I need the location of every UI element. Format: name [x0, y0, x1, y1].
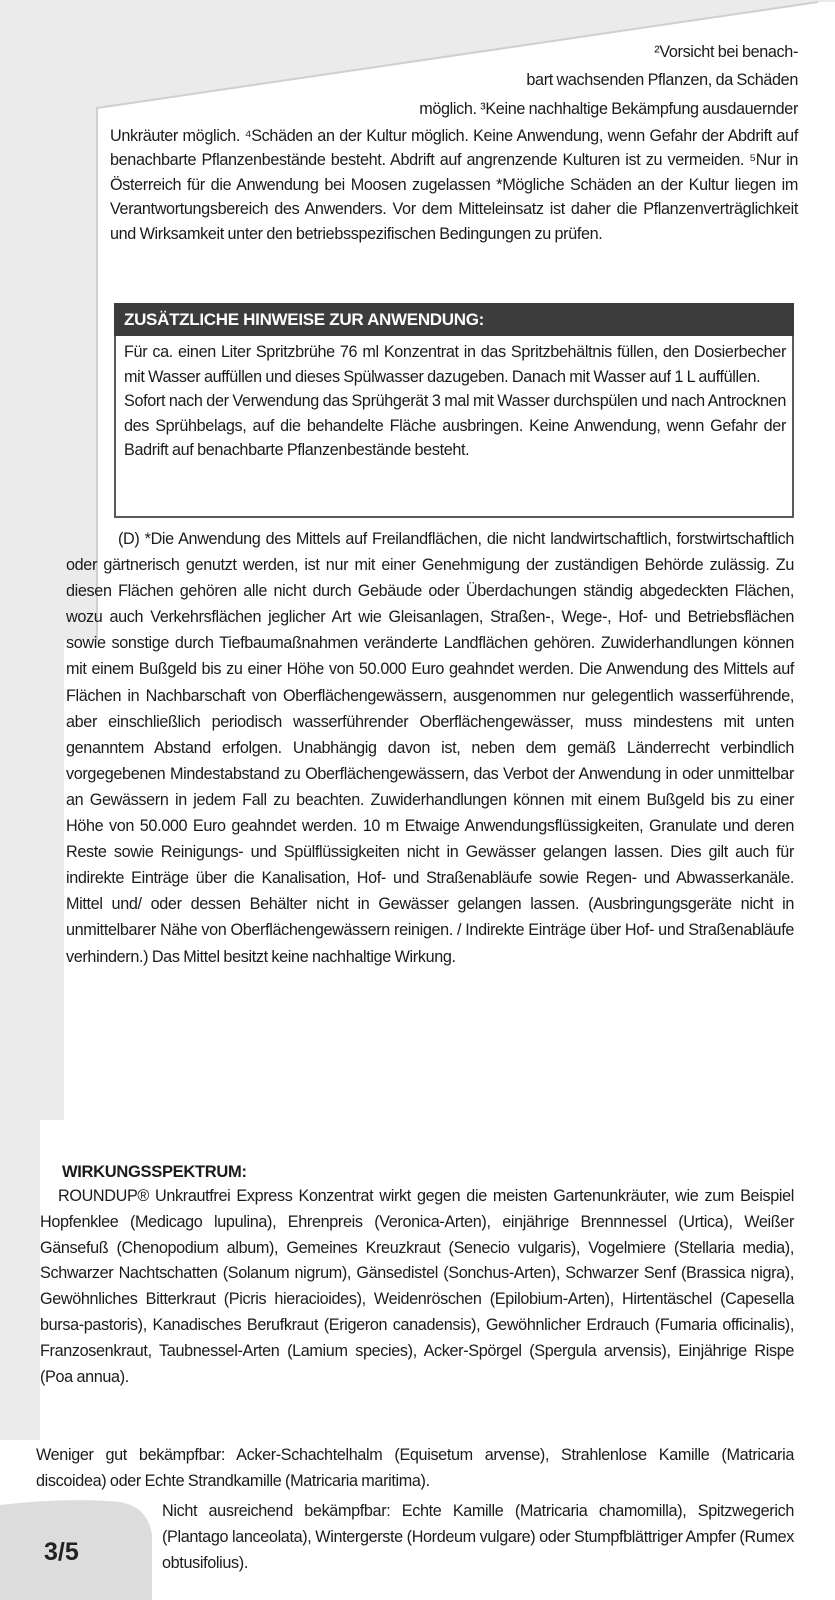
legal-paragraph: (D) *Die Anwendung des Mittels auf Freilandflächen, die nicht landwirtschaftlich, forstwirtschaftlich oder gärtnerisch genutzt werden, ist nur mit einer Genehmigung der zuständigen Behörde zulässig. Zu diesen Flächen gehören alle nicht durch Gebäude oder Überdachungen ständig abgedeckten Flächen, wozu auch Verkehrsflächen jeglicher Art wie Gleisanlagen, Straßen-, Wege-, Hof- und Betriebsflächen sowie sonstige durch Tiefbaumaßnahmen veränderte Landflächen gehören. Zuwiderhandlungen können mit einem Bußgeld bis zu einer Höhe von 50.000 Euro geahndet werden. Die Anwendung des Mittels auf Flächen in Nachbarschaft von Oberflächengewässern, ausgenommen nur gelegentlich wasserführende, aber einschließlich periodisch wasserführender Oberflächengewässer, muss mindestens mit unten genanntem Abstand erfolgen. Unabhängig davon ist, neben dem gemäß Länderrecht verbindlich vorgegebenen Mindestabstand zu Oberflächengewässern, das Verbot der Anwendung in oder unmittelbar an Gewässern in jedem Fall zu beachten. Zuwiderhandlungen können mit einem Bußgeld bis zu einer Höhe von 50.000 Euro geahndet werden. 10 m Etwaige Anwendungsflüssigkeiten, Granulate und deren Reste sowie Reinigungs- und Spülflüssigkeiten nicht in Gewässer gelangen lassen. Dies gilt auch für indirekte Einträge über die Kanalisation, Hof- und Straßenabläufe sowie Regen- und Abwasserkanäle. Mittel und/ oder dessen Behälter nicht in Gewässer gelangen lassen. (Ausbringungsgeräte nicht in unmittelbarer Nähe von Oberflächengewässern reinigen. / Indirekte Einträge über Hof- und Straßenabläufe verhindern.) Das Mittel besitzt keine nachhaltige Wirkung.	[66, 530, 794, 966]
spectrum-paragraph-2: Weniger gut bekämpfbar: Acker-Schachtelhalm (Equisetum arvense), Strahlenlose Kamille (Matricaria discoidea) oder Echte Strandkamille (Matricaria maritima).	[36, 1446, 794, 1490]
intro-line-1: ²Vorsicht bei benach-	[654, 43, 798, 61]
spectrum-paragraph-3: Nicht ausreichend bekämpfbar: Echte Kamille (Matricaria chamomilla), Spitzwegerich (Plantago lanceolata), Wintergerste (Hordeum vulgare) oder Stumpfblättriger Ampfer (Rumex obtusifolius).	[162, 1502, 794, 1572]
hints-paragraph-1: Für ca. einen Liter Spritzbrühe 76 ml Konzentrat in das Spritzbehältnis füllen, den Dosierbecher mit Wasser auffüllen und dieses Spülwasser dazugeben. Danach mit Wasser auf 1 L auffüllen.	[124, 343, 786, 386]
spectrum-paragraph-1: ROUNDUP® Unkrautfrei Express Konzentrat wirkt gegen die meisten Gartenunkräuter, wie zum Beispiel Hopfenklee (Medicago lupulina), Ehrenpreis (Veronica-Arten), einjährige Brennnessel (Urtica), Weißer Gänsefuß (Chenopodium album), Gemeines Kreuzkraut (Senecio vulgaris), Vogelmiere (Stellaria media), Schwarzer Nachtschatten (Solanum nigrum), Gänsedistel (Sonchus-Arten), Schwarzer Senf (Brassica nigra), Gewöhnliches Bitterkraut (Picris hieracioides), Weidenröschen (Epilobium-Arten), Hirtentäschel (Capesella bursa-pastoris), Kanadisches Berufkraut (Erigeron canadensis), Gewöhnlicher Erdrauch (Fumaria officinalis), Franzosenkraut, Taubnessel-Arten (Lamium species), Acker-Spörgel (Spergula arvensis), Einjährige Rispe (Poa annua).	[40, 1187, 794, 1386]
hints-box	[114, 336, 794, 518]
spectrum-heading: WIRKUNGSSPEKTRUM:	[62, 1163, 247, 1181]
intro-line-3: möglich. ³Keine nachhaltige Bekämpfung ausdauernder	[419, 100, 798, 118]
intro-paragraph: Unkräuter möglich. ⁴Schäden an der Kultur möglich. Keine Anwendung, wenn Gefahr der Abdrift auf benachbarte Pflanzenbestände besteht. Abdrift auf angrenzende Kulturen ist zu vermeiden. ⁵Nur in Österreich für die Anwendung bei Moosen zugelassen *Mögliche Schäden an der Kultur liegen im Verantwortungsbereich des Anwenders. Vor dem Mitteleinsatz ist daher die Pflanzenverträglichkeit und Wirksamkeit unter den betriebsspezifischen Bedingungen zu prüfen.	[110, 127, 798, 243]
page-number: 3/5	[44, 1538, 79, 1566]
hints-paragraph-2: Sofort nach der Verwendung das Sprühgerät 3 mal mit Wasser durchspülen und nach Antrocknen des Sprühbelags, auf die behandelte Fläche ausbringen. Keine Anwendung, wenn Gefahr der Badrift auf benachbarte Pflanzenbestände besteht.	[124, 392, 786, 460]
intro-line-2: bart wachsenden Pflanzen, da Schäden	[526, 71, 798, 89]
hints-heading: ZUSÄTZLICHE HINWEISE ZUR ANWENDUNG:	[114, 303, 794, 336]
